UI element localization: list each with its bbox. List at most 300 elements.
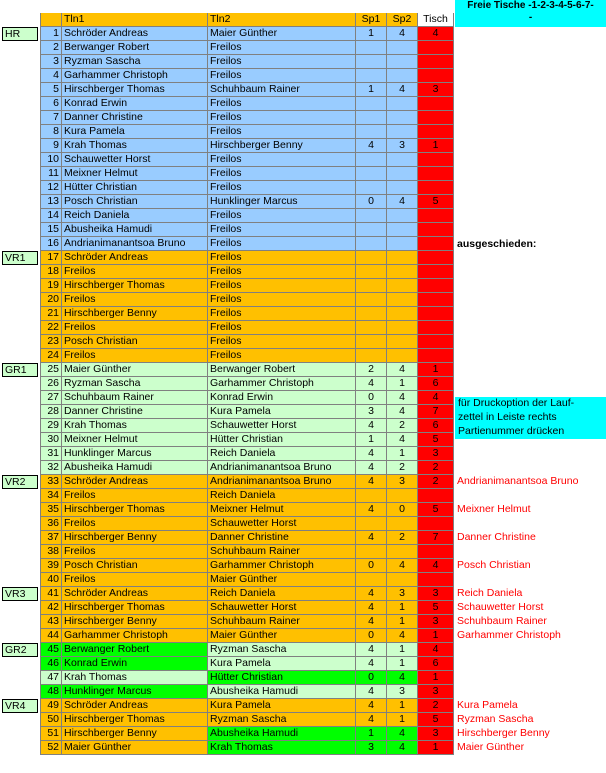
table-cell[interactable]: 2 [418, 461, 454, 475]
player2-cell[interactable]: Ryzman Sascha [208, 713, 356, 727]
table-cell[interactable]: 1 [418, 671, 454, 685]
row-number[interactable]: 42 [40, 601, 62, 615]
player2-cell[interactable]: Freilos [208, 251, 356, 265]
player1-cell[interactable]: Hunklinger Marcus [62, 447, 208, 461]
score2-cell[interactable]: 4 [387, 391, 418, 405]
score1-cell[interactable]: 1 [356, 433, 387, 447]
row-number[interactable]: 27 [40, 391, 62, 405]
player2-cell[interactable]: Kura Pamela [208, 657, 356, 671]
row-number[interactable]: 22 [40, 321, 62, 335]
player1-cell[interactable]: Hirschberger Thomas [62, 83, 208, 97]
table-cell[interactable] [418, 321, 454, 335]
player1-cell[interactable]: Abusheika Hamudi [62, 461, 208, 475]
row-number[interactable]: 37 [40, 531, 62, 545]
score1-cell[interactable]: 0 [356, 629, 387, 643]
score1-cell[interactable] [356, 335, 387, 349]
score1-cell[interactable]: 0 [356, 195, 387, 209]
row-number[interactable]: 50 [40, 713, 62, 727]
row-number[interactable]: 6 [40, 97, 62, 111]
player1-cell[interactable]: Berwanger Robert [62, 643, 208, 657]
player2-cell[interactable]: Freilos [208, 307, 356, 321]
player1-cell[interactable]: Freilos [62, 321, 208, 335]
table-cell[interactable]: 5 [418, 433, 454, 447]
row-number[interactable]: 47 [40, 671, 62, 685]
table-cell[interactable]: 4 [418, 27, 454, 41]
table-cell[interactable] [418, 153, 454, 167]
row-number[interactable]: 2 [40, 41, 62, 55]
player2-cell[interactable]: Freilos [208, 335, 356, 349]
score1-cell[interactable] [356, 237, 387, 251]
table-cell[interactable]: 3 [418, 447, 454, 461]
score2-cell[interactable] [387, 517, 418, 531]
row-number[interactable]: 1 [40, 27, 62, 41]
row-number[interactable]: 45 [40, 643, 62, 657]
row-number[interactable]: 4 [40, 69, 62, 83]
score2-cell[interactable] [387, 97, 418, 111]
player2-cell[interactable]: Freilos [208, 279, 356, 293]
table-cell[interactable] [418, 517, 454, 531]
table-cell[interactable] [418, 279, 454, 293]
row-number[interactable]: 33 [40, 475, 62, 489]
player1-cell[interactable]: Posch Christian [62, 335, 208, 349]
row-number[interactable]: 9 [40, 139, 62, 153]
table-cell[interactable]: 5 [418, 503, 454, 517]
score2-cell[interactable] [387, 321, 418, 335]
player2-cell[interactable]: Berwanger Robert [208, 363, 356, 377]
player2-cell[interactable]: Freilos [208, 167, 356, 181]
table-cell[interactable] [418, 69, 454, 83]
player1-cell[interactable]: Maier Günther [62, 363, 208, 377]
row-number[interactable]: 38 [40, 545, 62, 559]
player1-cell[interactable]: Hirschberger Thomas [62, 279, 208, 293]
row-number[interactable]: 36 [40, 517, 62, 531]
score1-cell[interactable] [356, 41, 387, 55]
player1-cell[interactable]: Schröder Andreas [62, 251, 208, 265]
player1-cell[interactable]: Ryzman Sascha [62, 377, 208, 391]
row-number[interactable]: 46 [40, 657, 62, 671]
score2-cell[interactable] [387, 41, 418, 55]
score2-cell[interactable]: 3 [387, 685, 418, 699]
player1-cell[interactable]: Hirschberger Benny [62, 307, 208, 321]
score1-cell[interactable]: 4 [356, 587, 387, 601]
row-number[interactable]: 3 [40, 55, 62, 69]
row-number[interactable]: 49 [40, 699, 62, 713]
player1-cell[interactable]: Maier Günther [62, 741, 208, 755]
row-number[interactable]: 31 [40, 447, 62, 461]
score1-cell[interactable]: 4 [356, 615, 387, 629]
row-number[interactable]: 39 [40, 559, 62, 573]
player2-cell[interactable]: Reich Daniela [208, 587, 356, 601]
player2-cell[interactable]: Freilos [208, 265, 356, 279]
row-number[interactable]: 48 [40, 685, 62, 699]
player2-cell[interactable]: Maier Günther [208, 629, 356, 643]
player1-cell[interactable]: Hirschberger Thomas [62, 503, 208, 517]
score1-cell[interactable]: 4 [356, 699, 387, 713]
player2-cell[interactable]: Hütter Christian [208, 671, 356, 685]
score1-cell[interactable]: 0 [356, 559, 387, 573]
row-number[interactable]: 25 [40, 363, 62, 377]
player2-cell[interactable]: Reich Daniela [208, 489, 356, 503]
player2-cell[interactable]: Freilos [208, 181, 356, 195]
player1-cell[interactable]: Konrad Erwin [62, 657, 208, 671]
table-cell[interactable]: 3 [418, 727, 454, 741]
table-cell[interactable]: 1 [418, 363, 454, 377]
row-number[interactable]: 16 [40, 237, 62, 251]
player1-cell[interactable]: Konrad Erwin [62, 97, 208, 111]
table-cell[interactable] [418, 349, 454, 363]
player2-cell[interactable]: Freilos [208, 69, 356, 83]
table-cell[interactable] [418, 223, 454, 237]
table-cell[interactable] [418, 209, 454, 223]
row-number[interactable]: 29 [40, 419, 62, 433]
row-number[interactable]: 30 [40, 433, 62, 447]
score2-cell[interactable] [387, 181, 418, 195]
player1-cell[interactable]: Garhammer Christoph [62, 69, 208, 83]
player2-cell[interactable]: Krah Thomas [208, 741, 356, 755]
player2-cell[interactable]: Danner Christine [208, 531, 356, 545]
player1-cell[interactable]: Garhammer Christoph [62, 629, 208, 643]
score2-cell[interactable]: 3 [387, 139, 418, 153]
player2-cell[interactable]: Schauwetter Horst [208, 601, 356, 615]
score2-cell[interactable] [387, 69, 418, 83]
score1-cell[interactable] [356, 293, 387, 307]
score1-cell[interactable]: 4 [356, 657, 387, 671]
player1-cell[interactable]: Freilos [62, 265, 208, 279]
score1-cell[interactable]: 4 [356, 643, 387, 657]
player1-cell[interactable]: Freilos [62, 573, 208, 587]
row-number[interactable]: 13 [40, 195, 62, 209]
table-cell[interactable]: 7 [418, 405, 454, 419]
player2-cell[interactable]: Schuhbaum Rainer [208, 545, 356, 559]
player1-cell[interactable]: Hirschberger Thomas [62, 713, 208, 727]
score1-cell[interactable] [356, 279, 387, 293]
score2-cell[interactable]: 1 [387, 601, 418, 615]
score2-cell[interactable]: 3 [387, 587, 418, 601]
score1-cell[interactable] [356, 573, 387, 587]
score1-cell[interactable]: 4 [356, 685, 387, 699]
player1-cell[interactable]: Schröder Andreas [62, 587, 208, 601]
row-number[interactable]: 24 [40, 349, 62, 363]
table-cell[interactable] [418, 41, 454, 55]
player1-cell[interactable]: Schröder Andreas [62, 27, 208, 41]
score2-cell[interactable]: 2 [387, 419, 418, 433]
table-cell[interactable]: 6 [418, 377, 454, 391]
score2-cell[interactable] [387, 237, 418, 251]
player1-cell[interactable]: Andrianimanantsoa Bruno [62, 237, 208, 251]
player2-cell[interactable]: Hirschberger Benny [208, 139, 356, 153]
player1-cell[interactable]: Abusheika Hamudi [62, 223, 208, 237]
score2-cell[interactable]: 2 [387, 461, 418, 475]
score2-cell[interactable]: 1 [387, 699, 418, 713]
score1-cell[interactable]: 4 [356, 475, 387, 489]
score2-cell[interactable]: 4 [387, 363, 418, 377]
score2-cell[interactable] [387, 153, 418, 167]
score1-cell[interactable] [356, 69, 387, 83]
player2-cell[interactable]: Ryzman Sascha [208, 643, 356, 657]
score1-cell[interactable] [356, 209, 387, 223]
table-cell[interactable]: 3 [418, 615, 454, 629]
score2-cell[interactable]: 4 [387, 741, 418, 755]
table-cell[interactable] [418, 111, 454, 125]
score2-cell[interactable]: 0 [387, 503, 418, 517]
score2-cell[interactable]: 1 [387, 615, 418, 629]
table-cell[interactable]: 2 [418, 475, 454, 489]
row-number[interactable]: 34 [40, 489, 62, 503]
score2-cell[interactable]: 3 [387, 475, 418, 489]
score1-cell[interactable] [356, 489, 387, 503]
player1-cell[interactable]: Schröder Andreas [62, 475, 208, 489]
player2-cell[interactable]: Andrianimanantsoa Bruno [208, 461, 356, 475]
player2-cell[interactable]: Andrianimanantsoa Bruno [208, 475, 356, 489]
player1-cell[interactable]: Freilos [62, 489, 208, 503]
score2-cell[interactable] [387, 489, 418, 503]
player1-cell[interactable]: Schuhbaum Rainer [62, 391, 208, 405]
table-cell[interactable] [418, 237, 454, 251]
score1-cell[interactable]: 0 [356, 391, 387, 405]
score1-cell[interactable]: 4 [356, 713, 387, 727]
row-number[interactable]: 15 [40, 223, 62, 237]
player1-cell[interactable]: Freilos [62, 293, 208, 307]
score2-cell[interactable]: 1 [387, 643, 418, 657]
player2-cell[interactable]: Schuhbaum Rainer [208, 615, 356, 629]
player2-cell[interactable]: Freilos [208, 125, 356, 139]
score2-cell[interactable] [387, 279, 418, 293]
row-number[interactable]: 51 [40, 727, 62, 741]
score2-cell[interactable] [387, 223, 418, 237]
score1-cell[interactable] [356, 167, 387, 181]
score2-cell[interactable] [387, 125, 418, 139]
row-number[interactable]: 5 [40, 83, 62, 97]
row-number[interactable]: 41 [40, 587, 62, 601]
player2-cell[interactable]: Freilos [208, 97, 356, 111]
table-cell[interactable] [418, 97, 454, 111]
table-cell[interactable] [418, 307, 454, 321]
player1-cell[interactable]: Hunklinger Marcus [62, 685, 208, 699]
row-number[interactable]: 28 [40, 405, 62, 419]
score1-cell[interactable] [356, 307, 387, 321]
table-cell[interactable]: 3 [418, 587, 454, 601]
row-number[interactable]: 12 [40, 181, 62, 195]
player1-cell[interactable]: Danner Christine [62, 111, 208, 125]
player1-cell[interactable]: Reich Daniela [62, 209, 208, 223]
table-cell[interactable] [418, 167, 454, 181]
score1-cell[interactable]: 4 [356, 531, 387, 545]
table-cell[interactable]: 5 [418, 713, 454, 727]
row-number[interactable]: 21 [40, 307, 62, 321]
table-cell[interactable] [418, 125, 454, 139]
player2-cell[interactable]: Hütter Christian [208, 433, 356, 447]
score2-cell[interactable]: 4 [387, 433, 418, 447]
score1-cell[interactable]: 3 [356, 741, 387, 755]
score1-cell[interactable]: 3 [356, 405, 387, 419]
table-cell[interactable]: 3 [418, 83, 454, 97]
player2-cell[interactable]: Freilos [208, 55, 356, 69]
score2-cell[interactable] [387, 167, 418, 181]
player2-cell[interactable]: Freilos [208, 321, 356, 335]
player2-cell[interactable]: Garhammer Christoph [208, 377, 356, 391]
score2-cell[interactable]: 4 [387, 83, 418, 97]
score2-cell[interactable] [387, 349, 418, 363]
row-number[interactable]: 40 [40, 573, 62, 587]
table-cell[interactable] [418, 55, 454, 69]
row-number[interactable]: 52 [40, 741, 62, 755]
player2-cell[interactable]: Abusheika Hamudi [208, 727, 356, 741]
score2-cell[interactable] [387, 251, 418, 265]
row-number[interactable]: 17 [40, 251, 62, 265]
table-cell[interactable]: 1 [418, 741, 454, 755]
score2-cell[interactable] [387, 335, 418, 349]
score2-cell[interactable]: 4 [387, 27, 418, 41]
score1-cell[interactable]: 1 [356, 727, 387, 741]
row-number[interactable]: 14 [40, 209, 62, 223]
score2-cell[interactable] [387, 545, 418, 559]
table-cell[interactable]: 6 [418, 419, 454, 433]
score1-cell[interactable] [356, 223, 387, 237]
score2-cell[interactable]: 4 [387, 195, 418, 209]
score2-cell[interactable] [387, 265, 418, 279]
player2-cell[interactable]: Freilos [208, 209, 356, 223]
player2-cell[interactable]: Reich Daniela [208, 447, 356, 461]
row-number[interactable]: 35 [40, 503, 62, 517]
score2-cell[interactable]: 1 [387, 657, 418, 671]
player1-cell[interactable]: Posch Christian [62, 559, 208, 573]
player2-cell[interactable]: Freilos [208, 111, 356, 125]
row-number[interactable]: 7 [40, 111, 62, 125]
player1-cell[interactable]: Danner Christine [62, 405, 208, 419]
player2-cell[interactable]: Schuhbaum Rainer [208, 83, 356, 97]
table-cell[interactable]: 6 [418, 657, 454, 671]
player2-cell[interactable]: Freilos [208, 153, 356, 167]
player1-cell[interactable]: Krah Thomas [62, 671, 208, 685]
table-cell[interactable] [418, 293, 454, 307]
score1-cell[interactable]: 4 [356, 601, 387, 615]
score2-cell[interactable]: 1 [387, 447, 418, 461]
player2-cell[interactable]: Schauwetter Horst [208, 517, 356, 531]
player2-cell[interactable]: Freilos [208, 223, 356, 237]
score1-cell[interactable]: 4 [356, 139, 387, 153]
table-cell[interactable]: 4 [418, 643, 454, 657]
player1-cell[interactable]: Hirschberger Benny [62, 615, 208, 629]
score1-cell[interactable] [356, 153, 387, 167]
score1-cell[interactable] [356, 251, 387, 265]
player2-cell[interactable]: Maier Günther [208, 573, 356, 587]
score1-cell[interactable] [356, 181, 387, 195]
score1-cell[interactable]: 4 [356, 377, 387, 391]
score2-cell[interactable] [387, 307, 418, 321]
score2-cell[interactable]: 4 [387, 727, 418, 741]
player1-cell[interactable]: Hütter Christian [62, 181, 208, 195]
table-cell[interactable] [418, 265, 454, 279]
player2-cell[interactable]: Abusheika Hamudi [208, 685, 356, 699]
score1-cell[interactable]: 4 [356, 461, 387, 475]
player2-cell[interactable]: Konrad Erwin [208, 391, 356, 405]
row-number[interactable]: 8 [40, 125, 62, 139]
table-cell[interactable]: 5 [418, 601, 454, 615]
table-cell[interactable]: 3 [418, 685, 454, 699]
score1-cell[interactable] [356, 55, 387, 69]
player1-cell[interactable]: Meixner Helmut [62, 433, 208, 447]
score1-cell[interactable] [356, 349, 387, 363]
score1-cell[interactable]: 2 [356, 363, 387, 377]
table-cell[interactable] [418, 489, 454, 503]
player1-cell[interactable]: Berwanger Robert [62, 41, 208, 55]
player1-cell[interactable]: Ryzman Sascha [62, 55, 208, 69]
player1-cell[interactable]: Krah Thomas [62, 419, 208, 433]
score1-cell[interactable] [356, 111, 387, 125]
score2-cell[interactable] [387, 209, 418, 223]
player1-cell[interactable]: Hirschberger Benny [62, 531, 208, 545]
table-cell[interactable]: 4 [418, 391, 454, 405]
score1-cell[interactable]: 1 [356, 27, 387, 41]
score1-cell[interactable] [356, 517, 387, 531]
score2-cell[interactable] [387, 111, 418, 125]
table-cell[interactable]: 7 [418, 531, 454, 545]
table-cell[interactable]: 5 [418, 195, 454, 209]
row-number[interactable]: 20 [40, 293, 62, 307]
player2-cell[interactable]: Freilos [208, 349, 356, 363]
row-number[interactable]: 43 [40, 615, 62, 629]
table-cell[interactable]: 2 [418, 699, 454, 713]
player2-cell[interactable]: Maier Günther [208, 27, 356, 41]
table-cell[interactable] [418, 545, 454, 559]
player1-cell[interactable]: Kura Pamela [62, 125, 208, 139]
player1-cell[interactable]: Posch Christian [62, 195, 208, 209]
score1-cell[interactable]: 4 [356, 447, 387, 461]
player2-cell[interactable]: Freilos [208, 237, 356, 251]
score1-cell[interactable] [356, 97, 387, 111]
player1-cell[interactable]: Krah Thomas [62, 139, 208, 153]
player2-cell[interactable]: Meixner Helmut [208, 503, 356, 517]
row-number[interactable]: 19 [40, 279, 62, 293]
table-cell[interactable] [418, 251, 454, 265]
score1-cell[interactable] [356, 265, 387, 279]
row-number[interactable]: 10 [40, 153, 62, 167]
table-cell[interactable] [418, 573, 454, 587]
score2-cell[interactable]: 4 [387, 629, 418, 643]
table-cell[interactable] [418, 335, 454, 349]
player1-cell[interactable]: Hirschberger Thomas [62, 601, 208, 615]
row-number[interactable]: 11 [40, 167, 62, 181]
score2-cell[interactable] [387, 55, 418, 69]
score1-cell[interactable]: 1 [356, 83, 387, 97]
player2-cell[interactable]: Freilos [208, 293, 356, 307]
row-number[interactable]: 44 [40, 629, 62, 643]
player2-cell[interactable]: Freilos [208, 41, 356, 55]
player1-cell[interactable]: Freilos [62, 349, 208, 363]
player2-cell[interactable]: Kura Pamela [208, 699, 356, 713]
player2-cell[interactable]: Kura Pamela [208, 405, 356, 419]
table-cell[interactable] [418, 181, 454, 195]
row-number[interactable]: 18 [40, 265, 62, 279]
score2-cell[interactable]: 2 [387, 531, 418, 545]
score1-cell[interactable] [356, 125, 387, 139]
player2-cell[interactable]: Schauwetter Horst [208, 419, 356, 433]
score1-cell[interactable]: 4 [356, 503, 387, 517]
score1-cell[interactable] [356, 321, 387, 335]
score2-cell[interactable] [387, 573, 418, 587]
score1-cell[interactable]: 4 [356, 419, 387, 433]
table-cell[interactable]: 1 [418, 139, 454, 153]
score1-cell[interactable] [356, 545, 387, 559]
player2-cell[interactable]: Hunklinger Marcus [208, 195, 356, 209]
player1-cell[interactable]: Freilos [62, 545, 208, 559]
row-number[interactable]: 23 [40, 335, 62, 349]
table-cell[interactable]: 4 [418, 559, 454, 573]
score2-cell[interactable] [387, 293, 418, 307]
row-number[interactable]: 32 [40, 461, 62, 475]
score2-cell[interactable]: 1 [387, 377, 418, 391]
score1-cell[interactable]: 0 [356, 671, 387, 685]
